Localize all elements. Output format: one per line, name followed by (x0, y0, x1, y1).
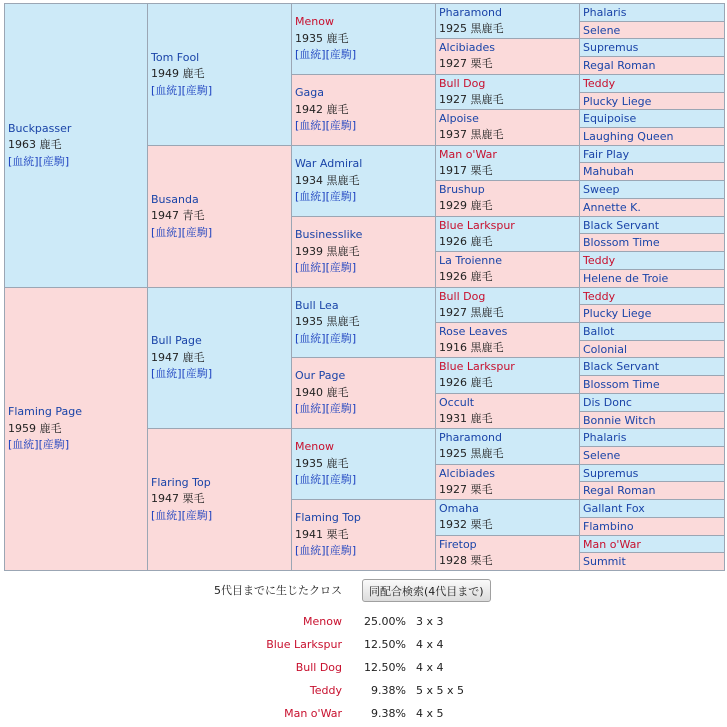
cross-horse-name[interactable]: Bull Dog (295, 661, 342, 674)
horse-info: 1916 黒鹿毛 (439, 341, 504, 354)
pedigree-cell-gen5 (579, 322, 725, 341)
horse-name-link[interactable]: Teddy (583, 289, 616, 303)
horse-block (151, 333, 212, 383)
horse-name-link[interactable]: Equipoise (583, 112, 637, 125)
horse-name-link[interactable]: Alcibiades (439, 467, 495, 480)
horse-block (151, 50, 212, 100)
horse-name-link[interactable]: Man o'War (439, 148, 497, 161)
blood-link[interactable]: 血統 (299, 331, 322, 345)
pedigree-cell-gen4 (435, 180, 580, 217)
bracket: [ (8, 438, 13, 452)
offspring-link[interactable]: 産駒 (329, 402, 352, 416)
pedigree-cell-gen5 (579, 304, 725, 323)
pedigree-links (295, 472, 356, 489)
bracket: [ (295, 190, 300, 204)
pedigree-cell-gen4 (435, 322, 580, 358)
horse-name-link[interactable]: Gallant Fox (583, 502, 645, 515)
horse-info: 1928 栗毛 (439, 554, 493, 567)
bracket: ] (351, 331, 357, 345)
offspring-link[interactable]: 産駒 (185, 83, 208, 97)
cross-percent: 9.38% (371, 684, 406, 697)
pedigree-cell-gen5 (579, 517, 725, 536)
offspring-link[interactable]: 産駒 (185, 508, 208, 522)
blood-link[interactable]: 血統 (155, 367, 178, 381)
horse-block (8, 404, 82, 454)
cross-table (230, 610, 464, 725)
pedigree-cell-gen4 (435, 74, 580, 110)
pedigree-cell-gen5 (579, 216, 725, 234)
bracket: ] (351, 402, 357, 416)
horse-name-link[interactable]: Blossom Time (583, 236, 660, 249)
horse-name-link[interactable]: Ballot (583, 325, 615, 338)
bracket: ] (351, 119, 357, 133)
offspring-link[interactable]: 産駒 (329, 119, 352, 133)
horse-info: 1927 黒鹿毛 (439, 306, 504, 319)
pedigree-links (151, 225, 212, 242)
bracket: ][ (321, 261, 330, 275)
pedigree-links (151, 83, 212, 100)
offspring-link[interactable]: 産駒 (185, 367, 208, 381)
horse-info: 1932 栗毛 (439, 518, 493, 531)
bracket: [ (295, 261, 300, 275)
pedigree-cell-gen5 (579, 446, 725, 465)
horse-block (295, 368, 356, 418)
horse-name-link[interactable]: Phalaris (583, 431, 627, 444)
cross-row (230, 610, 464, 633)
horse-info: 1935 黒鹿毛 (295, 315, 360, 329)
pedigree-cell-gen5 (579, 535, 725, 553)
pedigree-cell-gen5 (579, 552, 725, 571)
horse-name-link[interactable]: Teddy (583, 77, 616, 90)
pedigree-links (8, 437, 82, 454)
bracket: [ (295, 544, 300, 558)
horse-info: 1926 鹿毛 (439, 235, 493, 248)
offspring-link[interactable]: 産駒 (185, 225, 208, 239)
cross-row (230, 679, 464, 702)
bracket: [ (151, 508, 156, 522)
bracket: ][ (321, 402, 330, 416)
pedigree-cell-gen3 (291, 74, 436, 146)
cross-horse-name[interactable]: Man o'War (284, 707, 342, 720)
horse-block (295, 14, 356, 64)
horse-name-link[interactable]: Man o'War (583, 537, 641, 551)
blood-link[interactable]: 血統 (299, 190, 322, 204)
bracket: ][ (321, 190, 330, 204)
bracket: [ (295, 119, 300, 133)
pedigree-cell-gen5 (579, 428, 725, 447)
pedigree-cell-gen5 (579, 251, 725, 270)
horse-block (295, 510, 361, 560)
offspring-link[interactable]: 産駒 (329, 48, 352, 62)
horse-info: 1925 黒鹿毛 (439, 447, 504, 460)
pedigree-links (151, 508, 212, 525)
horse-info: 1937 黒鹿毛 (439, 128, 504, 141)
bracket: ][ (177, 367, 186, 381)
horse-name-link[interactable]: Plucky Liege (583, 307, 652, 320)
pedigree-cell-gen5 (579, 127, 725, 146)
horse-name-link[interactable]: Selene (583, 23, 621, 37)
horse-name-link[interactable]: Blue Larkspur (439, 360, 515, 373)
cross-percent: 12.50% (364, 661, 406, 674)
pedigree-cell-gen4 (435, 109, 580, 146)
blood-link[interactable]: 血統 (155, 508, 178, 522)
horse-info: 1940 鹿毛 (295, 385, 349, 399)
bracket: [ (151, 225, 156, 239)
same-mating-search-button[interactable]: 同配合検索(4代目まで) (362, 579, 491, 602)
bracket: ][ (321, 331, 330, 345)
horse-info: 1935 鹿毛 (295, 456, 349, 470)
pedigree-cell-gen2 (147, 145, 292, 288)
horse-info: 1947 青毛 (151, 209, 205, 223)
bracket: [ (151, 83, 156, 97)
horse-name-link[interactable]: Supremus (583, 41, 639, 54)
pedigree-cell-gen2 (147, 428, 292, 571)
horse-name-link[interactable]: Supremus (583, 466, 639, 480)
bracket: ] (207, 508, 213, 522)
bracket: ] (351, 261, 357, 275)
horse-name-link[interactable]: Pharamond (439, 431, 503, 444)
pedigree-cell-gen3 (291, 216, 436, 288)
pedigree-cell-gen4 (435, 38, 580, 75)
horse-name-link[interactable]: Regal Roman (583, 484, 656, 497)
offspring-link[interactable]: 産駒 (42, 438, 65, 452)
horse-block (295, 156, 362, 206)
horse-info: 1927 黒鹿毛 (439, 93, 504, 106)
pedigree-cell-gen5 (579, 340, 725, 358)
horse-name-link[interactable]: Flambino (583, 520, 634, 533)
pedigree-cell-gen5 (579, 464, 725, 482)
horse-name-link[interactable]: Helene de Troie (583, 272, 669, 285)
horse-info: 1959 鹿毛 (8, 421, 62, 435)
horse-name-link[interactable]: Alcibiades (439, 41, 495, 54)
offspring-link[interactable]: 産駒 (329, 261, 352, 275)
horse-name-link[interactable]: Bull Lea (295, 298, 339, 312)
horse-name-link[interactable]: Flaring Top (151, 475, 211, 489)
horse-name-link[interactable]: Bull Dog (439, 290, 486, 303)
bracket: ][ (177, 225, 186, 239)
pedigree-cell-gen4 (435, 393, 580, 429)
pedigree-cell-gen5 (579, 411, 725, 429)
horse-name-link[interactable]: Plucky Liege (583, 94, 652, 108)
horse-name-link[interactable]: Flaming Page (8, 405, 82, 419)
pedigree-links (295, 118, 356, 135)
horse-name-link[interactable]: Rose Leaves (439, 325, 508, 338)
pedigree-links (295, 260, 362, 277)
horse-info: 1942 鹿毛 (295, 102, 349, 116)
blood-link[interactable]: 血統 (299, 119, 322, 133)
bracket: ][ (177, 508, 186, 522)
pedigree-cell-gen4 (435, 3, 580, 39)
horse-name-link[interactable]: Annette K. (583, 201, 641, 214)
horse-name-link[interactable]: Firetop (439, 538, 477, 551)
cross-generations: 4 x 5 (416, 707, 444, 720)
offspring-link[interactable]: 産駒 (42, 154, 65, 168)
horse-name-link[interactable]: Laughing Queen (583, 130, 674, 143)
horse-name-link[interactable]: Regal Roman (583, 59, 656, 72)
horse-name-link[interactable]: Busanda (151, 192, 199, 206)
pedigree-cell-gen5 (579, 162, 725, 181)
pedigree-cell-gen4 (435, 145, 580, 181)
pedigree-cell-gen5 (579, 56, 725, 75)
horse-info: 1939 黒鹿毛 (295, 244, 360, 258)
horse-name-link[interactable]: Black Servant (583, 218, 660, 232)
pedigree-cell-gen5 (579, 198, 725, 217)
pedigree-links (295, 47, 356, 64)
pedigree-cell-gen1 (4, 3, 148, 288)
blood-link[interactable]: 血統 (299, 402, 322, 416)
pedigree-links (8, 154, 71, 171)
horse-info: 1917 栗毛 (439, 164, 493, 177)
pedigree-links (295, 189, 362, 206)
pedigree-cell-gen3 (291, 499, 436, 571)
pedigree-table (4, 3, 724, 570)
cross-horse-name[interactable]: Blue Larkspur (266, 638, 342, 651)
horse-name-link[interactable]: Bonnie Witch (583, 413, 656, 427)
horse-info: 1931 鹿毛 (439, 412, 493, 425)
horse-info: 1947 鹿毛 (151, 350, 205, 364)
bracket: [ (151, 367, 156, 381)
pedigree-cell-gen4 (435, 251, 580, 288)
offspring-link[interactable]: 産駒 (329, 331, 352, 345)
pedigree-cell-gen5 (579, 92, 725, 110)
bracket: ] (207, 83, 213, 97)
horse-info: 1934 黒鹿毛 (295, 173, 360, 187)
horse-info: 1925 黒鹿毛 (439, 22, 504, 35)
pedigree-cell-gen5 (579, 287, 725, 305)
pedigree-cell-gen5 (579, 109, 725, 128)
pedigree-cell-gen4 (435, 464, 580, 500)
horse-info: 1941 栗毛 (295, 527, 349, 541)
cross-generations: 4 x 4 (416, 638, 444, 651)
blood-link[interactable]: 血統 (12, 154, 35, 168)
pedigree-cell-gen5 (579, 74, 725, 93)
pedigree-cell-gen5 (579, 180, 725, 199)
horse-name-link[interactable]: Buckpasser (8, 121, 72, 135)
horse-name-link[interactable]: Menow (295, 15, 334, 29)
pedigree-cell-gen5 (579, 375, 725, 394)
pedigree-cell-gen5 (579, 21, 725, 39)
pedigree-cell-gen4 (435, 287, 580, 323)
bracket: ][ (321, 473, 330, 487)
bracket: [ (295, 473, 300, 487)
bracket: [ (295, 48, 300, 62)
pedigree-links (295, 331, 360, 348)
cross-generations: 3 x 3 (416, 615, 444, 628)
horse-block (8, 121, 71, 171)
pedigree-cell-gen5 (579, 481, 725, 500)
bracket: ] (64, 438, 70, 452)
pedigree-cell-gen1 (4, 287, 148, 571)
pedigree-cell-gen5 (579, 145, 725, 163)
horse-name-link[interactable]: La Troienne (439, 254, 503, 267)
pedigree-cell-gen3 (291, 357, 436, 429)
pedigree-cell-gen4 (435, 216, 580, 252)
horse-name-link[interactable]: Flaming Top (295, 511, 361, 525)
horse-name-link[interactable]: Blue Larkspur (439, 219, 515, 232)
cross-percent: 25.00% (364, 615, 406, 628)
horse-name-link[interactable]: Omaha (439, 502, 479, 515)
bracket: ] (351, 473, 357, 487)
cross-horse-name[interactable]: Menow (303, 615, 342, 628)
pedigree-cell-gen5 (579, 269, 725, 288)
pedigree-cell-gen5 (579, 393, 725, 412)
pedigree-cell-gen5 (579, 499, 725, 518)
pedigree-cell-gen5 (579, 233, 725, 252)
bracket: ] (64, 154, 70, 168)
blood-link[interactable]: 血統 (12, 438, 35, 452)
horse-name-link[interactable]: Menow (295, 440, 334, 454)
horse-name-link[interactable]: Occult (439, 396, 475, 409)
bracket: ][ (321, 119, 330, 133)
blood-link[interactable]: 血統 (299, 48, 322, 62)
horse-name-link[interactable]: War Admiral (295, 157, 363, 171)
horse-info: 1927 栗毛 (439, 57, 493, 70)
bracket: [ (295, 402, 300, 416)
pedigree-cell-gen4 (435, 499, 580, 536)
offspring-link[interactable]: 産駒 (329, 473, 352, 487)
horse-name-link[interactable]: Pharamond (439, 6, 503, 19)
blood-link[interactable]: 血統 (299, 473, 322, 487)
horse-name-link[interactable]: Teddy (583, 254, 616, 267)
bracket: ][ (177, 83, 186, 97)
horse-name-link[interactable]: Selene (583, 449, 621, 462)
pedigree-cell-gen5 (579, 38, 725, 57)
pedigree-links (295, 543, 361, 560)
horse-name-link[interactable]: Mahubah (583, 165, 634, 178)
cross-row (230, 702, 464, 725)
bracket: ] (351, 190, 357, 204)
horse-name-link[interactable]: Alpoise (439, 112, 479, 125)
bracket: ][ (321, 48, 330, 62)
horse-name-link[interactable]: Phalaris (583, 6, 627, 19)
horse-info: 1926 鹿毛 (439, 270, 493, 283)
pedigree-cell-gen3 (291, 145, 436, 217)
pedigree-cell-gen4 (435, 357, 580, 394)
pedigree-cell-gen3 (291, 3, 436, 75)
horse-block (295, 85, 356, 135)
cross-generations: 5 x 5 x 5 (416, 684, 465, 697)
bracket: ][ (321, 544, 330, 558)
horse-info: 1927 栗毛 (439, 483, 493, 496)
bracket: ] (207, 367, 213, 381)
horse-name-link[interactable]: Black Servant (583, 360, 660, 373)
horse-name-link[interactable]: Blossom Time (583, 378, 660, 391)
horse-block (151, 475, 212, 525)
cross-percent: 12.50% (364, 638, 406, 651)
pedigree-cell-gen3 (291, 428, 436, 500)
cross-header (0, 578, 727, 602)
horse-name-link[interactable]: Fair Play (583, 147, 630, 161)
horse-name-link[interactable]: Sweep (583, 183, 620, 196)
horse-info: 1963 鹿毛 (8, 138, 62, 152)
horse-name-link[interactable]: Our Page (295, 369, 346, 383)
bracket: ][ (34, 154, 43, 168)
horse-block (151, 192, 212, 242)
pedigree-cell-gen5 (579, 357, 725, 376)
horse-name-link[interactable]: Colonial (583, 342, 628, 356)
horse-name-link[interactable]: Businesslike (295, 228, 363, 242)
pedigree-cell-gen3 (291, 287, 436, 358)
offspring-link[interactable]: 産駒 (329, 544, 352, 558)
bracket: ] (351, 48, 357, 62)
bracket: [ (295, 331, 300, 345)
pedigree-cell-gen2 (147, 3, 292, 146)
pedigree-links (151, 366, 212, 383)
cross-horse-name[interactable]: Teddy (309, 684, 342, 697)
bracket: ][ (34, 438, 43, 452)
blood-link[interactable]: 血統 (155, 225, 178, 239)
horse-name-link[interactable]: Dis Donc (583, 396, 632, 409)
blood-link[interactable]: 血統 (299, 261, 322, 275)
offspring-link[interactable]: 産駒 (329, 190, 352, 204)
horse-info: 1949 鹿毛 (151, 67, 205, 81)
horse-block (295, 227, 362, 277)
pedigree-cell-gen4 (435, 535, 580, 571)
horse-info: 1935 鹿毛 (295, 31, 349, 45)
horse-info: 1947 栗毛 (151, 492, 205, 506)
cross-row (230, 656, 464, 679)
horse-name-link[interactable]: Bull Dog (439, 77, 486, 90)
horse-block (295, 439, 356, 489)
pedigree-cell-gen2 (147, 287, 292, 429)
horse-info: 1926 鹿毛 (439, 376, 493, 389)
horse-name-link[interactable]: Summit (583, 555, 626, 568)
bracket: ] (207, 225, 213, 239)
cross-percent: 9.38% (371, 707, 406, 720)
horse-name-link[interactable]: Gaga (295, 86, 324, 100)
pedigree-cell-gen5 (579, 3, 725, 22)
cross-title: 5代目までに生じたクロス (214, 584, 342, 597)
blood-link[interactable]: 血統 (299, 544, 322, 558)
bracket: [ (8, 154, 13, 168)
cross-row (230, 633, 464, 656)
horse-name-link[interactable]: Brushup (439, 183, 485, 196)
bracket: ] (351, 544, 357, 558)
pedigree-cell-gen4 (435, 428, 580, 465)
blood-link[interactable]: 血統 (155, 83, 178, 97)
horse-name-link[interactable]: Tom Fool (151, 50, 200, 64)
horse-info: 1929 鹿毛 (439, 199, 493, 212)
pedigree-links (295, 401, 356, 418)
horse-name-link[interactable]: Bull Page (151, 334, 202, 348)
horse-block (295, 298, 360, 348)
cross-generations: 4 x 4 (416, 661, 444, 674)
